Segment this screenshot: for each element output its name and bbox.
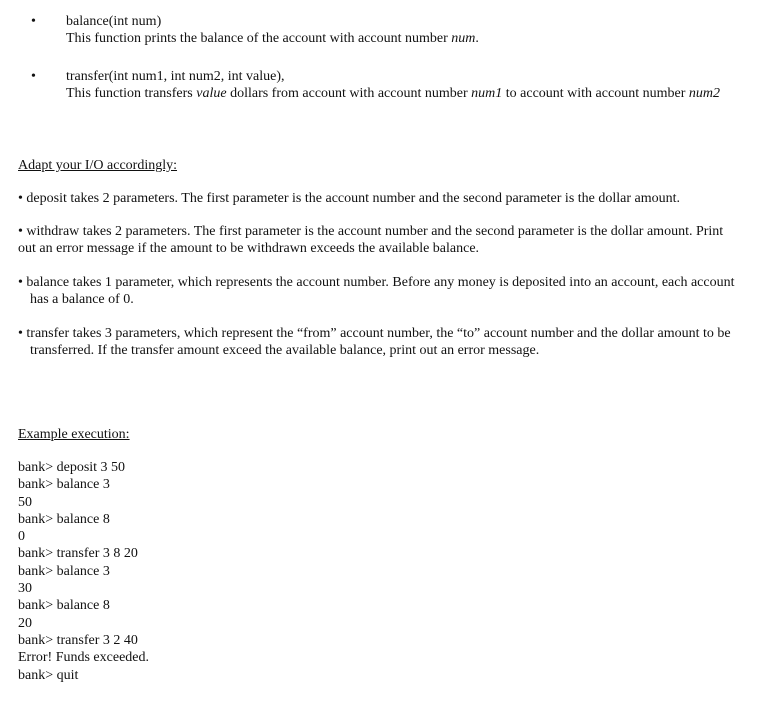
- desc-text: This function transfers: [66, 86, 197, 101]
- example-console-output: [18, 459, 149, 684]
- desc-param: value: [196, 86, 227, 101]
- bullet: •: [31, 69, 36, 84]
- desc-text: to account with account number: [502, 86, 689, 101]
- console-line: bank> balance 3: [18, 477, 110, 493]
- desc-text: This function prints the balance of the account with account number: [66, 31, 452, 46]
- function-item-transfer: [31, 68, 736, 102]
- console-line: 0: [18, 529, 25, 545]
- bullet: •: [31, 14, 36, 29]
- desc-param: num: [451, 31, 476, 46]
- example-section-heading: Example execution:: [18, 427, 130, 442]
- io-section-heading: Adapt your I/O accordingly:: [18, 158, 178, 173]
- io-item-withdraw: • withdraw takes 2 parameters. The first parameter is the account number and the second parameter is the dollar amount. Print out an error message if the amount to be withdrawn exceeds the available balance.: [18, 224, 724, 256]
- console-line: 20: [18, 615, 32, 631]
- console-line: bank> balance 8: [18, 598, 110, 614]
- console-line: bank> balance 8: [18, 511, 110, 527]
- io-item-deposit: • deposit takes 2 parameters. The first parameter is the account number and the second parameter is the dollar amount.: [18, 191, 681, 206]
- console-line: bank> transfer 3 8 20: [18, 546, 138, 562]
- desc-param: num1: [471, 86, 503, 101]
- io-item-balance: • balance takes 1 parameter, which represents the account number. Before any money is deposited into an account, each account has a balance of 0.: [18, 275, 735, 307]
- function-signature: balance(int num): [66, 14, 162, 29]
- function-signature: transfer(int num1, int num2, int value),: [66, 69, 285, 84]
- desc-param: num2: [688, 86, 720, 101]
- desc-text: dollars from account with account number: [226, 86, 472, 101]
- function-description: [66, 30, 736, 47]
- console-line: Error! Funds exceeded.: [18, 650, 150, 666]
- desc-text: .: [475, 31, 479, 46]
- console-line: bank> balance 3: [18, 563, 110, 579]
- console-line: 50: [18, 494, 32, 510]
- console-line: bank> deposit 3 50: [18, 460, 126, 475]
- function-item-balance: [31, 13, 736, 47]
- console-line: bank> quit: [18, 667, 79, 683]
- io-item-transfer: • transfer takes 3 parameters, which represent the “from” account number, the “to” account number and the dollar amount to be transferred. If the transfer amount exceed the available balance, print out an error message.: [18, 326, 731, 358]
- console-line: 30: [18, 581, 32, 597]
- function-description: [66, 85, 736, 102]
- console-line: bank> transfer 3 2 40: [18, 632, 138, 648]
